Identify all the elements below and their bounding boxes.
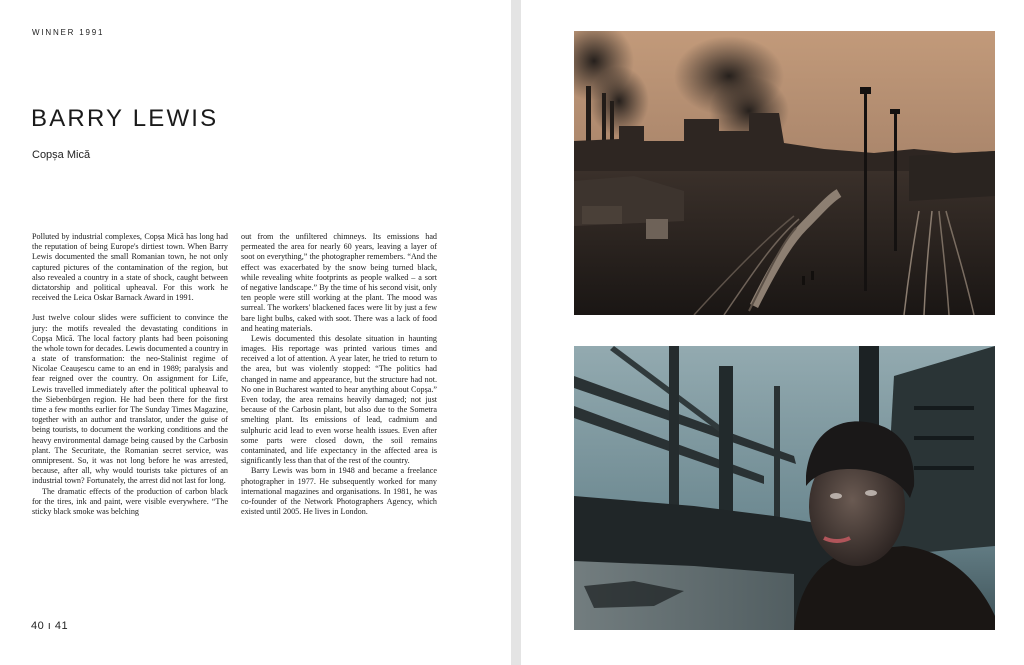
- photographer-name: BARRY LEWIS: [31, 105, 219, 132]
- story-title: Copșa Mică: [32, 149, 91, 161]
- paragraph: Barry Lewis was born in 1948 and became a freelance photographer in 1977. He subsequently worked for many international magazines and organisations. In 1981, he was co-founder of the Network Photographers Agency, which existed until 2005. He lives in London.: [241, 466, 437, 517]
- page-numbers: 40 ı 41: [31, 620, 69, 632]
- paragraph: Lewis documented this desolate situation in haunting images. His reportage was printed various times and received a lot of attention. A year later, he tried to return to the area, but was violently stopped: “The politics had changed in name and appearance, but the structure had not. No one in Bucharest wanted to hear anything about Copșa.” Even today, the area remains heavily damaged; not just because of the Carbosin plant, but also due to the Sometra smelting plant. Its emissions of lead, cadmium and sulphuric acid lead to even worse health issues. Even after some parts were closed down, the soil remains contaminated, and life expectancy in the affected area is significantly less than that of the rest of the country.: [241, 333, 437, 466]
- paragraph: Just twelve colour slides were sufficient to convince the jury: the motifs revealed the devastating conditions in Copșa Mică. The local factory plants had been poisoning the whole town for decades. Lewis documented a country in a state of transformation: the neo-Stalinist regime of Nicolae Ceaușescu came to an end in 1989; paralysis and fear reigned over the country. On assignment for Life, Lewis travelled immediately after the political upheaval to the Siebenbürgen region. He had been there for the first time a few months earlier for The Sunday Times Magazine, together with an author and translator, under the guise of being tourists, to document the working conditions and the heavy environmental damage being caused by the Carbosin plant. The Securitate, the Romanian secret service, was omnipresent. So, it was not long before he was arrested, because, after all, why would tourists take pictures of an industrial town? Fortunately, the arrest did not last for long.: [32, 313, 228, 486]
- text-column-1: [32, 232, 228, 517]
- right-page: [521, 0, 1024, 665]
- industrial-landscape-photo: [574, 31, 995, 315]
- text-column-2: [241, 232, 437, 517]
- left-page: [0, 0, 511, 665]
- paragraph: out from the unfiltered chimneys. Its emissions had permeated the area for nearly 60 years, leaving a layer of soot on everything,” the photographer remembers. “And the effect was exacerbated by the snow being turned black, while revealing white footprints as people walked – a sort of negative landscape.” By the time of his second visit, only ten people were still working at the plant. The mood was surreal. The workers' blackened faces were lit by just a few bare light bulbs, caked with soot. There was a lack of food and heating materials.: [241, 232, 437, 333]
- award-kicker: WINNER 1991: [32, 28, 105, 37]
- paragraph: The dramatic effects of the production of carbon black for the tires, ink and paint, were visible everywhere. “The sticky black smoke was belching: [32, 486, 228, 516]
- paragraph: Polluted by industrial complexes, Copșa Mică has long had the reputation of being Europe's dirtiest town. When Barry Lewis documented the small Romanian town, he not only captured pictures of the contamination of the region, but also revealed a country in a state of shock, caught between dictatorship and political upheaval. For this work he received the Leica Oskar Barnack Award in 1991.: [32, 232, 228, 303]
- worker-portrait-photo: [574, 346, 995, 630]
